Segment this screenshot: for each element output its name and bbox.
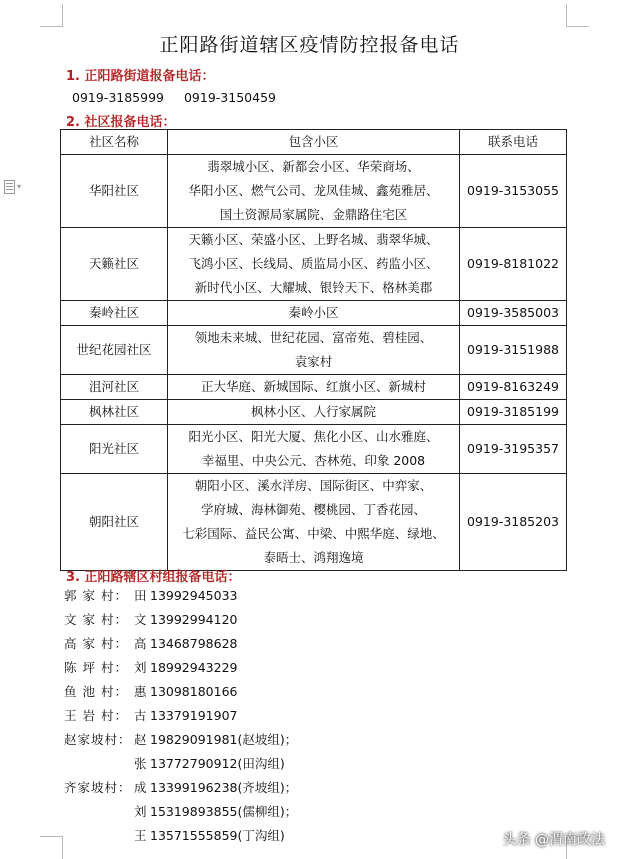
contact-surname: 古 (134, 708, 147, 723)
residential-areas (168, 326, 460, 375)
residential-area-line: 朝阳小区、溪水洋房、国际街区、中弈家、 (194, 478, 433, 493)
table-row (61, 326, 567, 375)
section-2-heading: 2. 社区报备电话： (66, 115, 176, 130)
residential-area-line: 国土资源局家属院、金鼎路住宅区 (219, 207, 408, 222)
contact-phone: 13399196238(齐坡组)； (150, 780, 298, 795)
contact-surname: 惠 (134, 684, 147, 699)
residential-area-line: 翡翠城小区、新都会小区、华荣商场、 (207, 159, 420, 174)
table-row (61, 301, 567, 326)
residential-area-line: 阳光小区、阳光大厦、焦化小区、山水雅庭、 (188, 429, 439, 444)
contact-phone: 13992994120 (150, 612, 238, 627)
contact-phone: 13379191907 (150, 708, 238, 723)
contact-surname: 高 (134, 636, 147, 651)
street-phone-2: 0919-3150459 (183, 90, 276, 105)
community-phone: 0919-3195357 (460, 425, 567, 474)
table-header-row (61, 130, 567, 155)
village-row (64, 632, 297, 656)
village-row (64, 704, 297, 728)
community-phone-table (60, 129, 567, 571)
table-row (61, 375, 567, 400)
community-name: 沮河社区 (61, 375, 168, 400)
column-header-residential-areas: 包含小区 (168, 130, 460, 155)
residential-areas (168, 301, 460, 326)
village-name: 高 家 村： (64, 636, 128, 651)
section-1-heading: 1. 正阳路街道报备电话： (66, 69, 215, 84)
community-phone: 0919-8181022 (460, 228, 567, 301)
village-name: 赵家坡村： (64, 732, 132, 747)
contact-phone: 13571555859(丁沟组) (150, 828, 285, 843)
residential-area-line: 枫林小区、人行家属院 (250, 404, 376, 419)
community-name: 阳光社区 (61, 425, 168, 474)
residential-areas (168, 375, 460, 400)
contact-surname: 王 (134, 828, 147, 843)
street-phone-1: 0919-3185999 (72, 90, 164, 105)
contact-surname: 张 (134, 756, 147, 771)
village-row (64, 728, 297, 752)
residential-areas (168, 228, 460, 301)
column-header-phone: 联系电话 (460, 130, 567, 155)
table-row (61, 155, 567, 228)
section-3-heading: 3. 正阳路辖区村组报备电话： (66, 570, 241, 585)
village-row (64, 584, 297, 608)
village-row (64, 680, 297, 704)
residential-area-line: 七彩国际、益民公寓、中梁、中熙华庭、绿地、 (182, 526, 445, 541)
residential-area-line: 天籁小区、荣盛小区、上野名城、翡翠华城、 (188, 232, 439, 247)
community-phone: 0919-8163249 (460, 375, 567, 400)
village-row (64, 656, 297, 680)
page-corner-mark-bottom-left (40, 836, 63, 859)
street-office-phones (72, 90, 292, 105)
contact-surname: 文 (134, 612, 147, 627)
contact-surname: 刘 (134, 660, 147, 675)
contact-phone: 13098180166 (150, 684, 238, 699)
community-name: 秦岭社区 (61, 301, 168, 326)
community-phone: 0919-3185203 (460, 474, 567, 571)
residential-area-line: 学府城、海林御苑、樱桃园、丁香花园、 (200, 502, 426, 517)
contact-phone: 15319893855(儒柳组)； (150, 804, 298, 819)
village-name: 王 岩 村： (64, 708, 128, 723)
village-contact-list (64, 584, 297, 848)
village-name: 齐家坡村： (64, 780, 132, 795)
contact-surname: 成 (134, 780, 147, 795)
residential-areas (168, 425, 460, 474)
table-row (61, 425, 567, 474)
village-row (64, 776, 297, 800)
column-header-community: 社区名称 (61, 130, 168, 155)
community-name: 世纪花园社区 (61, 326, 168, 375)
table-row (61, 228, 567, 301)
page-corner-mark-top-left (40, 4, 63, 27)
village-name: 陈 坪 村： (64, 660, 128, 675)
village-row (64, 800, 297, 824)
community-name: 朝阳社区 (61, 474, 168, 571)
village-name: 文 家 村： (64, 612, 128, 627)
contact-surname: 赵 (134, 732, 147, 747)
residential-area-line: 新时代小区、大耀城、银铃天下、格林美郡 (194, 280, 433, 295)
residential-area-line: 飞鸿小区、长线局、质监局小区、药监小区、 (188, 256, 439, 271)
village-row (64, 824, 297, 848)
community-phone: 0919-3151988 (460, 326, 567, 375)
residential-area-line: 幸福里、中央公元、杏林苑、印象 2008 (201, 453, 426, 468)
community-phone: 0919-3153055 (460, 155, 567, 228)
residential-area-line: 华阳小区、燃气公司、龙凤佳城、鑫苑雅居、 (188, 183, 439, 198)
residential-area-line: 正大华庭、新城国际、红旗小区、新城村 (200, 379, 426, 394)
residential-areas (168, 155, 460, 228)
community-table-body (61, 155, 567, 571)
residential-area-line: 秦岭小区 (288, 305, 339, 320)
community-name: 天籁社区 (61, 228, 168, 301)
residential-area-line: 袁家村 (294, 354, 333, 369)
contact-surname: 田 (134, 588, 147, 603)
contact-phone: 19829091981(赵坡组)； (150, 732, 298, 747)
page-corner-mark-top-right (566, 4, 589, 27)
table-row (61, 474, 567, 571)
residential-area-line: 领地未来城、世纪花园、富帝苑、碧桂园、 (194, 330, 433, 345)
community-name: 枫林社区 (61, 400, 168, 425)
contact-phone: 13992945033 (150, 588, 238, 603)
contact-phone: 18992943229 (150, 660, 238, 675)
residential-areas (168, 474, 460, 571)
community-phone: 0919-3585003 (460, 301, 567, 326)
document-layout-icon[interactable]: ▾ (4, 180, 18, 196)
contact-phone: 13772790912(田沟组) (150, 756, 285, 771)
residential-areas (168, 400, 460, 425)
residential-area-line: 泰晤士、鸿翔逸境 (263, 550, 364, 565)
community-name: 华阳社区 (61, 155, 168, 228)
community-phone: 0919-3185199 (460, 400, 567, 425)
page-title: 正阳路街道辖区疫情防控报备电话 (159, 34, 460, 56)
contact-surname: 刘 (134, 804, 147, 819)
contact-phone: 13468798628 (150, 636, 238, 651)
village-name: 郭 家 村： (64, 588, 128, 603)
table-row (61, 400, 567, 425)
village-name: 鱼 池 村： (64, 684, 128, 699)
village-row (64, 608, 297, 632)
village-row (64, 752, 297, 776)
source-watermark: 头条 @渭南政法 (502, 832, 605, 848)
